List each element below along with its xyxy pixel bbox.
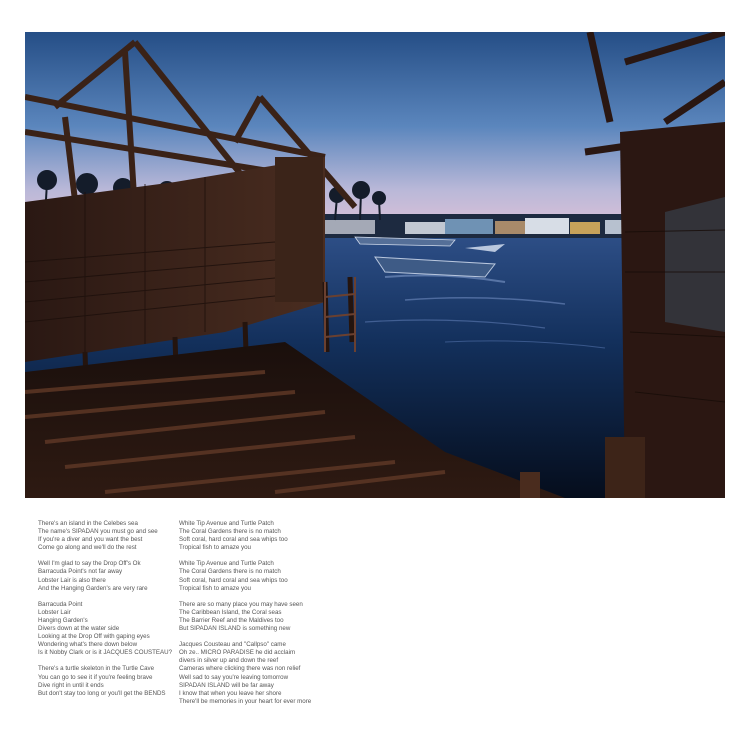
- lyric-line: SIPADAN ISLAND will be far away: [179, 681, 274, 689]
- lyric-line: Hanging Garden's: [38, 616, 88, 624]
- lyric-line: And the Hanging Garden's are very rare: [38, 584, 148, 592]
- lyric-line: White Tip Avenue and Turtle Patch: [179, 560, 274, 568]
- lyric-line: If you're a diver and you want the best: [38, 536, 143, 544]
- photo-illustration: [25, 32, 725, 498]
- lyric-line: The name's SIPADAN you must go and see: [38, 528, 158, 536]
- lyric-line: Looking at the Drop Off with gaping eyes: [38, 633, 150, 641]
- stanza: [179, 560, 329, 592]
- lyric-line: The Coral Gardens there is no match: [179, 568, 281, 576]
- lyric-line: Lobster Lair: [38, 608, 71, 616]
- stanza: [179, 641, 329, 706]
- lyric-line: Divers down at the water side: [38, 625, 120, 633]
- lyric-line: Jacques Cousteau and "Callpso" came: [179, 641, 286, 649]
- lyric-line: Wondering what's there down below: [38, 641, 138, 649]
- lyric-line: The Coral Gardens there is no match: [179, 528, 281, 536]
- stanza: [179, 601, 329, 633]
- stanza: [38, 560, 173, 592]
- lyric-line: Is it Nobby Clark or is it JACQUES COUSTEAU?: [38, 649, 173, 657]
- lyric-line: Well I'm glad to say the Drop Off's Ok: [38, 560, 141, 568]
- lyric-line: Come go along and we'll do the rest: [38, 544, 137, 552]
- lyric-line: divers in silver up and down the reef: [179, 657, 279, 665]
- lyric-line: But SIPADAN ISLAND is something new: [179, 625, 291, 633]
- lyric-line: There are so many place you may have seen: [179, 600, 303, 608]
- stanza: [179, 520, 329, 552]
- lyrics-left-column: [38, 520, 173, 706]
- lyric-line: Cameras where clicking there was non relief: [179, 665, 301, 673]
- lyric-line: Barracuda Point's not far away: [38, 568, 123, 576]
- lyric-line: You can go to see it if you're feeling brave: [38, 673, 153, 681]
- lyric-line: The Caribbean Island, the Coral seas: [179, 608, 282, 616]
- lyric-line: There'll be memories in your heart for ever more: [179, 697, 312, 705]
- lyric-line: The Barrier Reef and the Maldives too: [179, 616, 284, 624]
- lyric-line: Soft coral, hard coral and sea whips too: [179, 536, 288, 544]
- stanza: [38, 601, 173, 658]
- lyric-line: Oh ze.. MICRO PARADISE he did acclaim: [179, 649, 296, 657]
- lyric-line: Tropical fish to amaze you: [179, 584, 251, 592]
- lyric-line: White Tip Avenue and Turtle Patch: [179, 520, 274, 527]
- lyrics-right-column: [179, 520, 329, 714]
- lyric-line: Barracuda Point: [38, 600, 83, 608]
- lyric-line: Well sad to say you're leaving tomorrow: [179, 673, 289, 681]
- lyric-line: There's a turtle skeleton in the Turtle Cave: [38, 665, 155, 673]
- lyric-line: I know that when you leave her shore: [179, 689, 282, 697]
- stanza: [38, 520, 173, 552]
- lyric-line: But don't stay too long or you'll get the BENDS: [38, 689, 166, 697]
- lyric-line: Soft coral, hard coral and sea whips too: [179, 576, 288, 584]
- stanza: [38, 665, 173, 697]
- lyric-line: Tropical fish to amaze you: [179, 544, 251, 552]
- photograph-stilt-village: [25, 32, 725, 498]
- lyric-line: There's an island in the Celebes sea: [38, 520, 138, 527]
- lyric-line: Dive right in until it ends: [38, 681, 104, 689]
- lyric-line: Lobster Lair is also there: [38, 576, 106, 584]
